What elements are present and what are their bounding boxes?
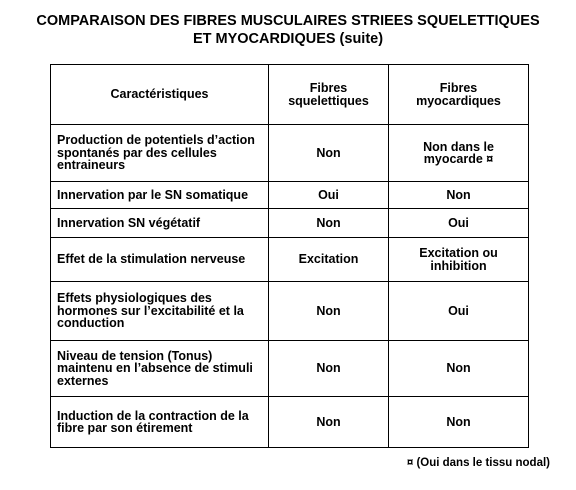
table-row xyxy=(51,182,529,209)
header-characteristics: Caractéristiques xyxy=(51,65,269,125)
myocardial-value: Oui xyxy=(389,209,529,238)
skeletal-value: Non xyxy=(269,397,389,448)
table-header-row xyxy=(51,65,529,125)
myocardial-value: Non xyxy=(389,341,529,397)
row-label: Effets physiologiques des hormones sur l’excitabilité et la conduction xyxy=(51,282,269,341)
row-label: Niveau de tension (Tonus) maintenu en l’absence de stimuli externes xyxy=(51,341,269,397)
skeletal-value: Non xyxy=(269,125,389,182)
row-label: Production de potentiels d’action spontanés par des cellules entraineurs xyxy=(51,125,269,182)
table-row xyxy=(51,282,529,341)
header-skeletal-fibres: Fibres squelettiques xyxy=(269,65,389,125)
myocardial-value: Non dans le myocarde ¤ xyxy=(389,125,529,182)
row-label: Effet de la stimulation nerveuse xyxy=(51,238,269,282)
myocardial-value: Non xyxy=(389,182,529,209)
skeletal-value: Non xyxy=(269,341,389,397)
skeletal-value: Non xyxy=(269,282,389,341)
page-title xyxy=(0,12,576,48)
title-line-2: ET MYOCARDIQUES (suite) xyxy=(192,31,384,47)
comparison-table xyxy=(50,64,529,448)
row-label: Innervation par le SN somatique xyxy=(51,182,269,209)
myocardial-value: Excitation ou inhibition xyxy=(389,238,529,282)
header-myocardial-fibres: Fibres myocardiques xyxy=(389,65,529,125)
table-row xyxy=(51,209,529,238)
skeletal-value: Oui xyxy=(269,182,389,209)
title-line-1: COMPARAISON DES FIBRES MUSCULAIRES STRIEES SQUELETTIQUES xyxy=(36,13,540,29)
table-row xyxy=(51,238,529,282)
row-label: Induction de la contraction de la fibre par son étirement xyxy=(51,397,269,448)
row-label: Innervation SN végétatif xyxy=(51,209,269,238)
table-row xyxy=(51,397,529,448)
myocardial-value: Non xyxy=(389,397,529,448)
table-row xyxy=(51,125,529,182)
skeletal-value: Excitation xyxy=(269,238,389,282)
table-row xyxy=(51,341,529,397)
footnote: ¤ (Oui dans le tissu nodal) xyxy=(406,457,550,469)
skeletal-value: Non xyxy=(269,209,389,238)
myocardial-value: Oui xyxy=(389,282,529,341)
